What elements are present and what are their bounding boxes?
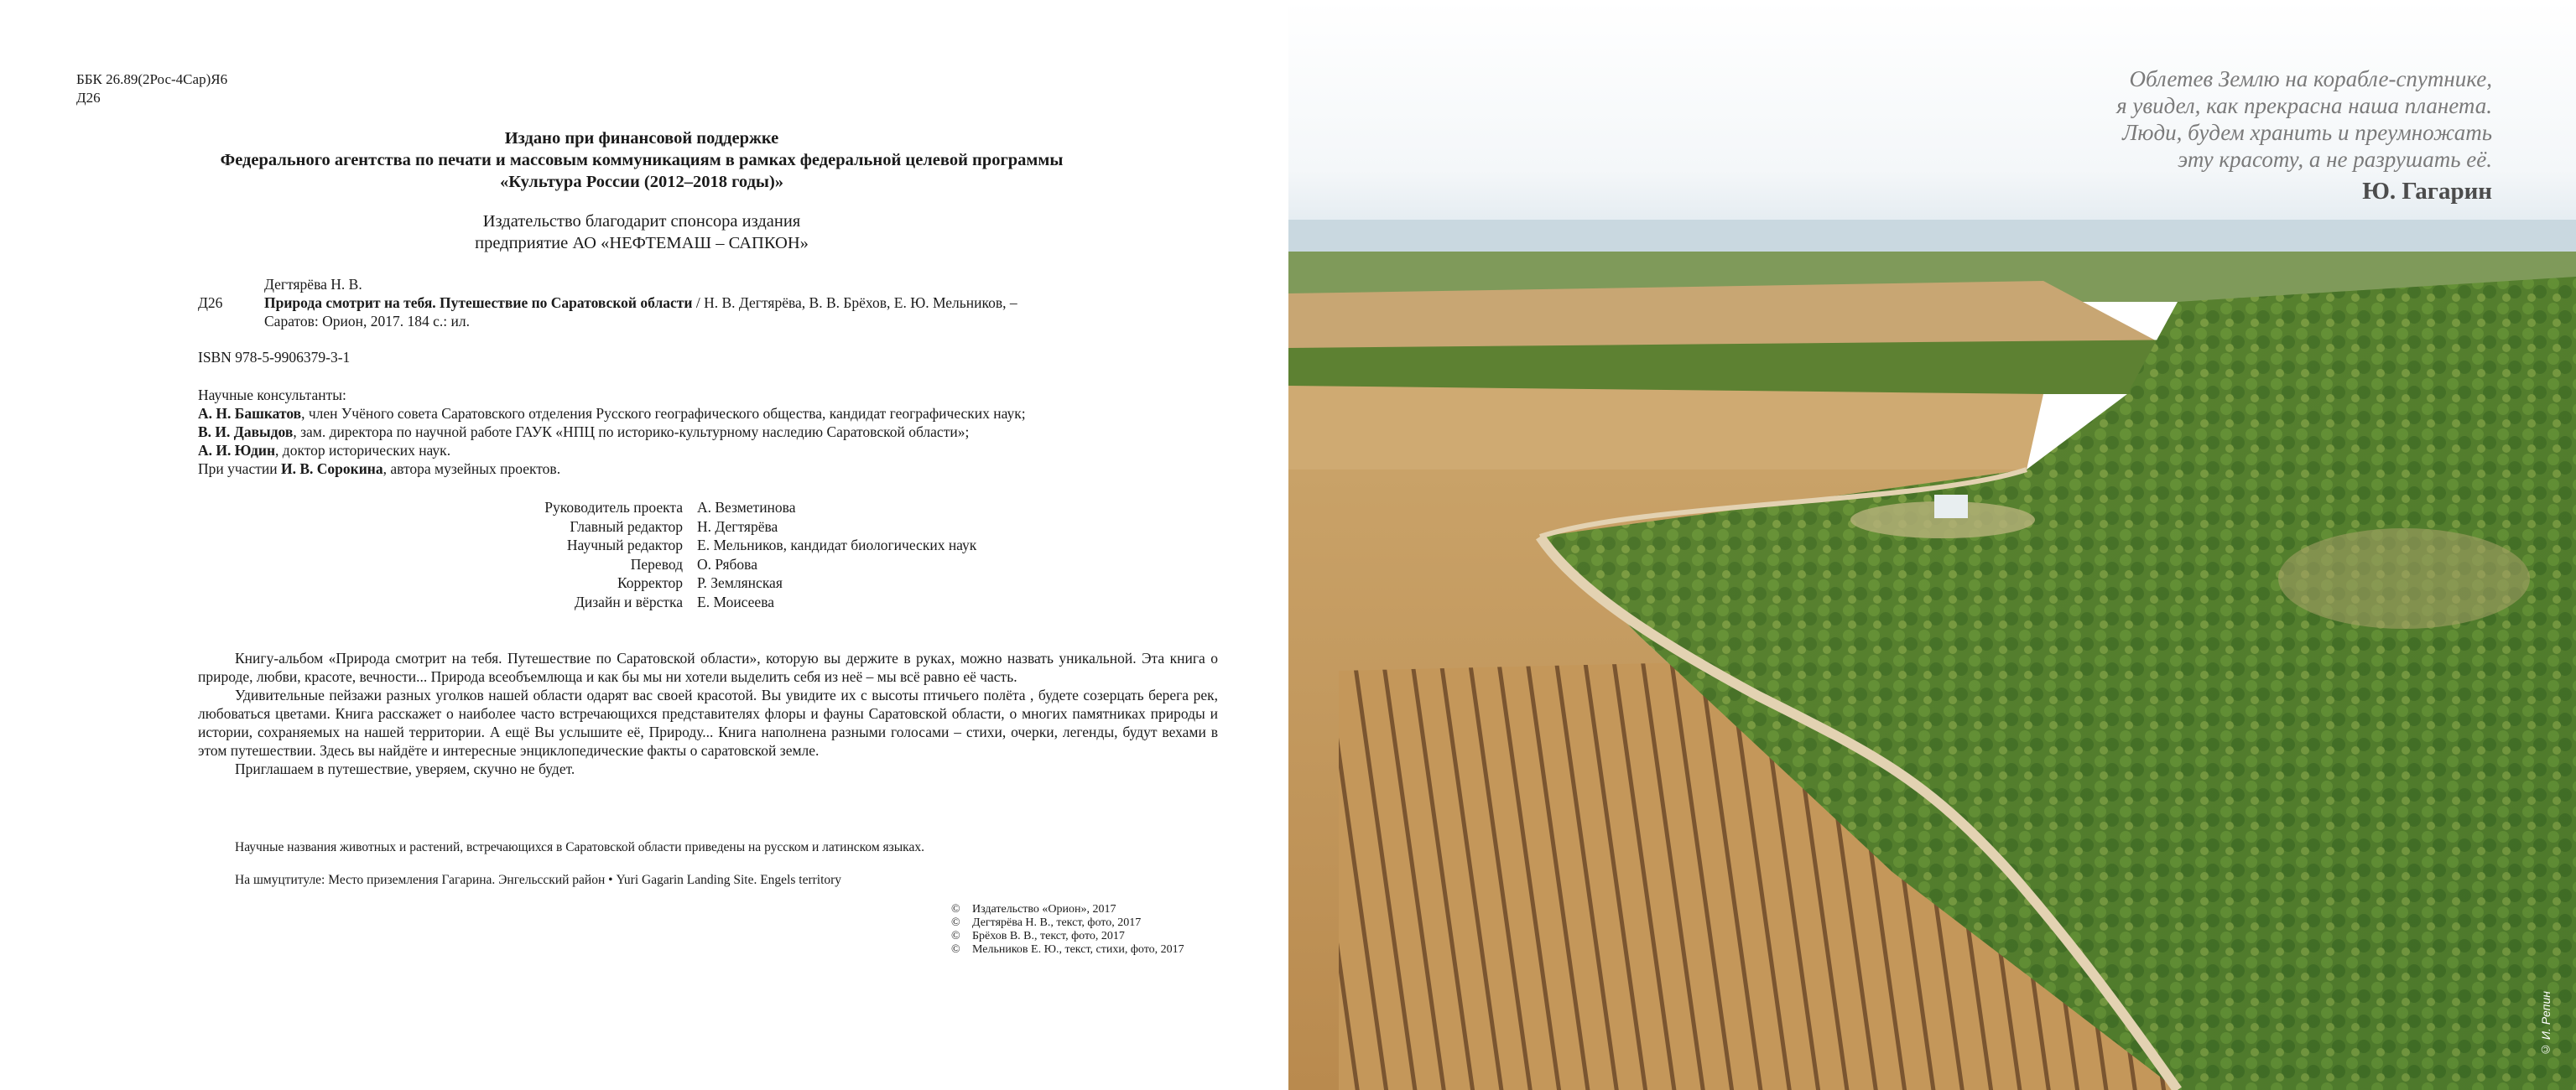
credit-row: Дизайн и вёрстка Е. Моисеева: [574, 593, 774, 610]
funding-line-1: Издано при финансовой поддержке: [504, 129, 779, 148]
consultant-item: В. И. Давыдов, зам. директора по научной работе ГАУК «НПЦ по историко-культурному наследию Саратовской области»;: [198, 423, 970, 440]
credit-row: Главный редактор Н. Дегтярёва: [570, 517, 778, 535]
annotation-paragraph-1: Книгу-альбом «Природа смотрит на тебя. Путешествие по Саратовской области», которую вы держите в руках, можно назвать уникальной. Эта книга о природе, любви, красоте, вечности... Природа всеобъемлюща и как бы мы ни хотели выделить себя из неё – мы всё равно её часть.: [198, 650, 1218, 685]
photo-credit: © И. Репин: [2539, 991, 2553, 1056]
consultant-item: А. Н. Башкатов, член Учёного совета Саратовского отделения Русского географического общества, кандидат географических наук;: [198, 405, 1026, 422]
biblio-code: Д26: [198, 294, 223, 311]
biblio-title-rest: / Н. В. Дегтярёва, В. В. Брёхов, Е. Ю. Мельников, –: [692, 294, 1017, 311]
biblio-publisher: Саратов: Орион, 2017. 184 с.: ил.: [264, 313, 471, 330]
middle-field: [1288, 386, 2043, 478]
copyright-line: © Мельников Е. Ю., текст, стихи, фото, 2017: [951, 943, 1184, 956]
aerial-photo-page: [1288, 0, 2576, 1090]
annotation: [198, 649, 1218, 778]
credit-row: Научный редактор Е. Мельников, кандидат биологических наук: [566, 537, 977, 553]
gagarin-quote: [1905, 65, 2492, 205]
funding-line-2: Федерального агентства по печати и массовым коммуникациям в рамках федеральной целевой программы: [220, 151, 1064, 169]
sponsor-statement: [117, 210, 1166, 254]
funding-line-3: «Культура России (2012–2018 годы)»: [499, 173, 784, 191]
sponsor-line-2: предприятие АО «НЕФТЕМАШ – САПКОН»: [475, 234, 809, 252]
tree-strip: [1288, 340, 2220, 394]
isbn: ISBN 978-5-9906379-3-1: [198, 349, 351, 366]
annotation-paragraph-2: Удивительные пейзажи разных уголков нашей области одарят вас своей красотой. Вы увидите их с высоты птичьего полёта , будете созерцать берега рек, любоваться цветами. Книга расскажет о наиболее часто встречающихся представителях флоры и фауны Саратовской области, о многих памятниках природы и истории, сохраняемых на нашей территории. А ещё Вы услышите её, Природу... Книга наполнена разными голосами – стихи, очерки, легенды, будут вехами в этом путешествии. Здесь вы найдёте и интересные энциклопедические факты о саратовской земле.: [198, 687, 1218, 759]
bbk-code: ББК 26.89(2Рос-4Сар)Я6: [76, 71, 228, 87]
consultants-heading: Научные консультанты:: [198, 387, 346, 403]
copyright-line: © Брёхов В. В., текст, фото, 2017: [951, 930, 1125, 942]
monument: [1934, 495, 1968, 518]
clearing: [2278, 528, 2530, 629]
quote-line: Облетев Землю на корабле-спутнике,: [2129, 66, 2492, 91]
funding-statement: [117, 127, 1166, 193]
scientific-names-note: Научные названия животных и растений, встречающихся в Саратовской области приведены на русском и латинском языках.: [235, 840, 924, 854]
quote-line: Люди, будем хранить и преумножать: [2122, 120, 2492, 145]
credit-row: Корректор Р. Землянская: [617, 574, 783, 591]
quote-author: Ю. Гагарин: [2362, 178, 2492, 205]
copyright-line: © Издательство «Орион», 2017: [951, 903, 1116, 916]
quote-line: эту красоту, а не разрушать её.: [2178, 147, 2492, 172]
consultants-block: [198, 386, 1230, 478]
sponsor-line-1: Издательство благодарит спонсора издания: [482, 212, 801, 231]
bibliographic-record: [198, 275, 1205, 330]
participation-line: При участии И. В. Сорокина, автора музейных проектов.: [198, 460, 561, 477]
quote-line: я увидел, как прекрасна наша планета.: [2116, 93, 2492, 118]
credit-row: Перевод О. Рябова: [630, 555, 757, 573]
frontispiece-note: На шмуцтитуле: Место приземления Гагарина. Энгельсский район • Yuri Gagarin Landing Site. Engels territory: [235, 873, 842, 887]
credits-table: [470, 498, 1057, 611]
consultant-item: А. И. Юдин, доктор исторических наук.: [198, 442, 451, 459]
distant-water: [1288, 220, 2576, 253]
author-mark-code: Д26: [76, 90, 101, 106]
copyright-line: © Дегтярёва Н. В., текст, фото, 2017: [951, 916, 1142, 929]
biblio-title: Природа смотрит на тебя. Путешествие по Саратовской области: [264, 294, 693, 311]
annotation-paragraph-3: Приглашаем в путешествие, уверяем, скучно не будет.: [235, 760, 575, 777]
catalog-codes: [76, 70, 227, 107]
biblio-author: Дегтярёва Н. В.: [264, 276, 362, 293]
credit-row: Руководитель проекта А. Везметинова: [544, 499, 796, 516]
copyright-block: [951, 903, 1184, 957]
